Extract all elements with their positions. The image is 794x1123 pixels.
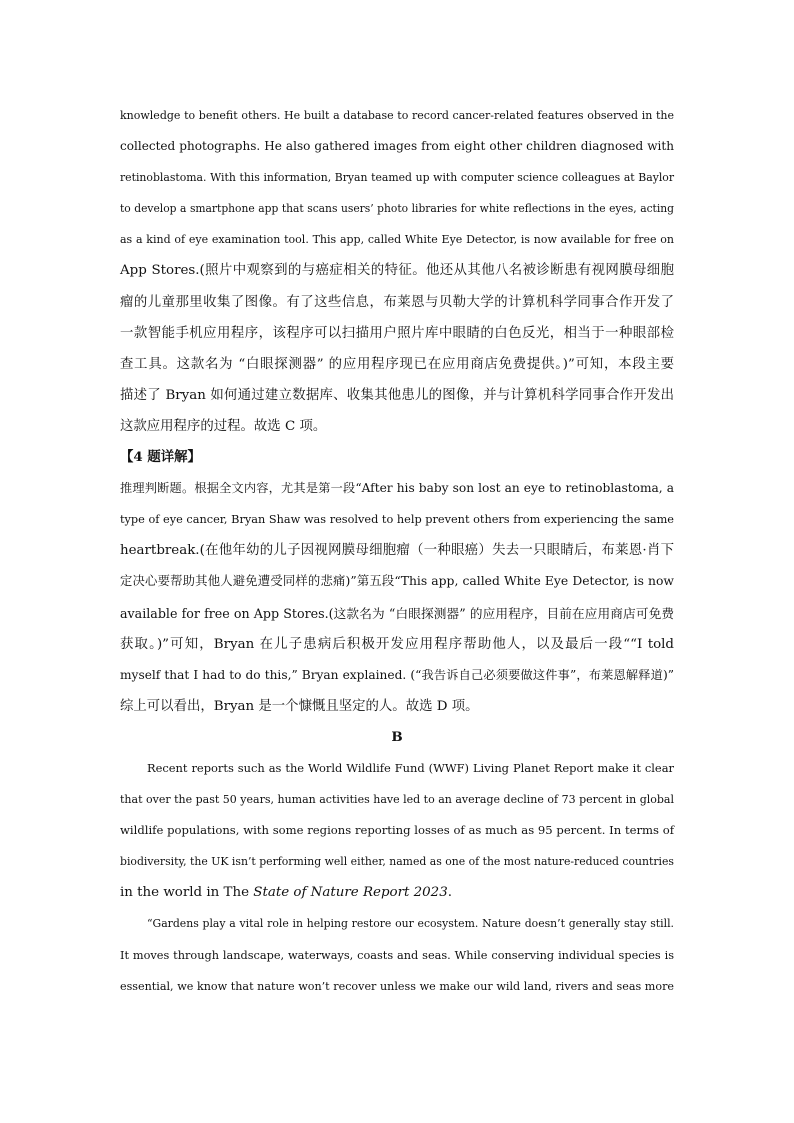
text-line: that over the past 50 years, human activities have led to an average decline of 73 percent in global bbox=[120, 793, 674, 807]
document-page bbox=[120, 100, 674, 1002]
text-line: 描述了 Bryan 如何通过建立数据库、收集其他患儿的图像，并与计算机科学同事合作开发出 bbox=[120, 387, 674, 403]
text-line: 推理判断题。根据全文内容，尤其是第一段“After his baby son lost an eye to retinoblastoma, a bbox=[120, 481, 674, 496]
text-line: 【4 题详解】 bbox=[120, 449, 201, 466]
text-line: B bbox=[391, 728, 403, 745]
text-line: 瘤的儿童那里收集了图像。有了这些信息，布莱恩与贝勒大学的计算机科学同事合作开发了 bbox=[120, 294, 674, 310]
italic-title: State of Nature Report 2023 bbox=[253, 885, 448, 901]
text-line: collected photographs. He also gathered images from eight other children diagnosed with bbox=[120, 139, 674, 154]
text-line: 综上可以看出，Bryan 是一个慷慨且坚定的人。故选 D 项。 bbox=[120, 698, 479, 714]
text-line: retinoblastoma. With this information, Bryan teamed up with computer science colleagues at Baylor bbox=[120, 171, 674, 185]
text-line: myself that I had to do this,” Bryan explained. (“我告诉自己必须要做这件事”，布莱恩解释道)” bbox=[120, 667, 674, 682]
text-span: . bbox=[447, 885, 452, 901]
text-line: heartbreak.(在他年幼的儿子因视网膜母细胞瘤（一种眼癌）失去一只眼睛后，布莱恩·肖下 bbox=[120, 543, 674, 559]
text-line: biodiversity, the UK isn’t performing well either, named as one of the most nature-reduced countries bbox=[120, 855, 674, 869]
text-line: It moves through landscape, waterways, coasts and seas. While conserving individual species is bbox=[120, 948, 674, 962]
text-line: knowledge to benefit others. He built a database to record cancer-related features observed in the bbox=[120, 109, 674, 122]
text-span: in the world in The bbox=[120, 885, 254, 901]
text-line: 一款智能手机应用程序，该程序可以扫描用户照片库中眼睛的白色反光，相当于一种眼部检 bbox=[120, 325, 674, 341]
text-line: available for free on App Stores.(这款名为 “白眼探测器” 的应用程序，目前在应用商店可免费 bbox=[120, 605, 674, 621]
text-line: Recent reports such as the World Wildlife Fund (WWF) Living Planet Report make it clear bbox=[147, 760, 674, 775]
text-line: “Gardens play a vital role in helping restore our ecosystem. Nature doesn’t generally stay still. bbox=[147, 917, 674, 931]
document-body bbox=[120, 100, 674, 1002]
text-line: App Stores.(照片中观察到的与癌症相关的特征。他还从其他八名被诊断患有视网膜母细胞 bbox=[120, 263, 674, 279]
text-line: wildlife populations, with some regions reporting losses of as much as 95 percent. In terms of bbox=[120, 823, 674, 838]
text-line: 这款应用程序的过程。故选 C 项。 bbox=[120, 418, 327, 434]
text-line: essential, we know that nature won’t recover unless we make our wild land, rivers and seas more bbox=[120, 979, 674, 993]
text-line bbox=[120, 877, 674, 908]
text-line: 定决心要帮助其他人避免遭受同样的悲痛)”第五段“This app, called White Eye Detector, is now bbox=[120, 574, 674, 589]
text-line: to develop a smartphone app that scans users’ photo libraries for white reflections in the eyes, acting bbox=[120, 202, 674, 216]
text-line: 获取。)”可知，Bryan 在儿子患病后积极开发应用程序帮助他人，以及最后一段““I told bbox=[120, 636, 674, 652]
text-line: 查工具。这款名为 “白眼探测器” 的应用程序现已在应用商店免费提供。)”可知，本段主要 bbox=[120, 356, 674, 372]
text-line: as a kind of eye examination tool. This app, called White Eye Detector, is now available for free on bbox=[120, 233, 674, 247]
text-line: type of eye cancer, Bryan Shaw was resolved to help prevent others from experiencing the same bbox=[120, 513, 674, 527]
